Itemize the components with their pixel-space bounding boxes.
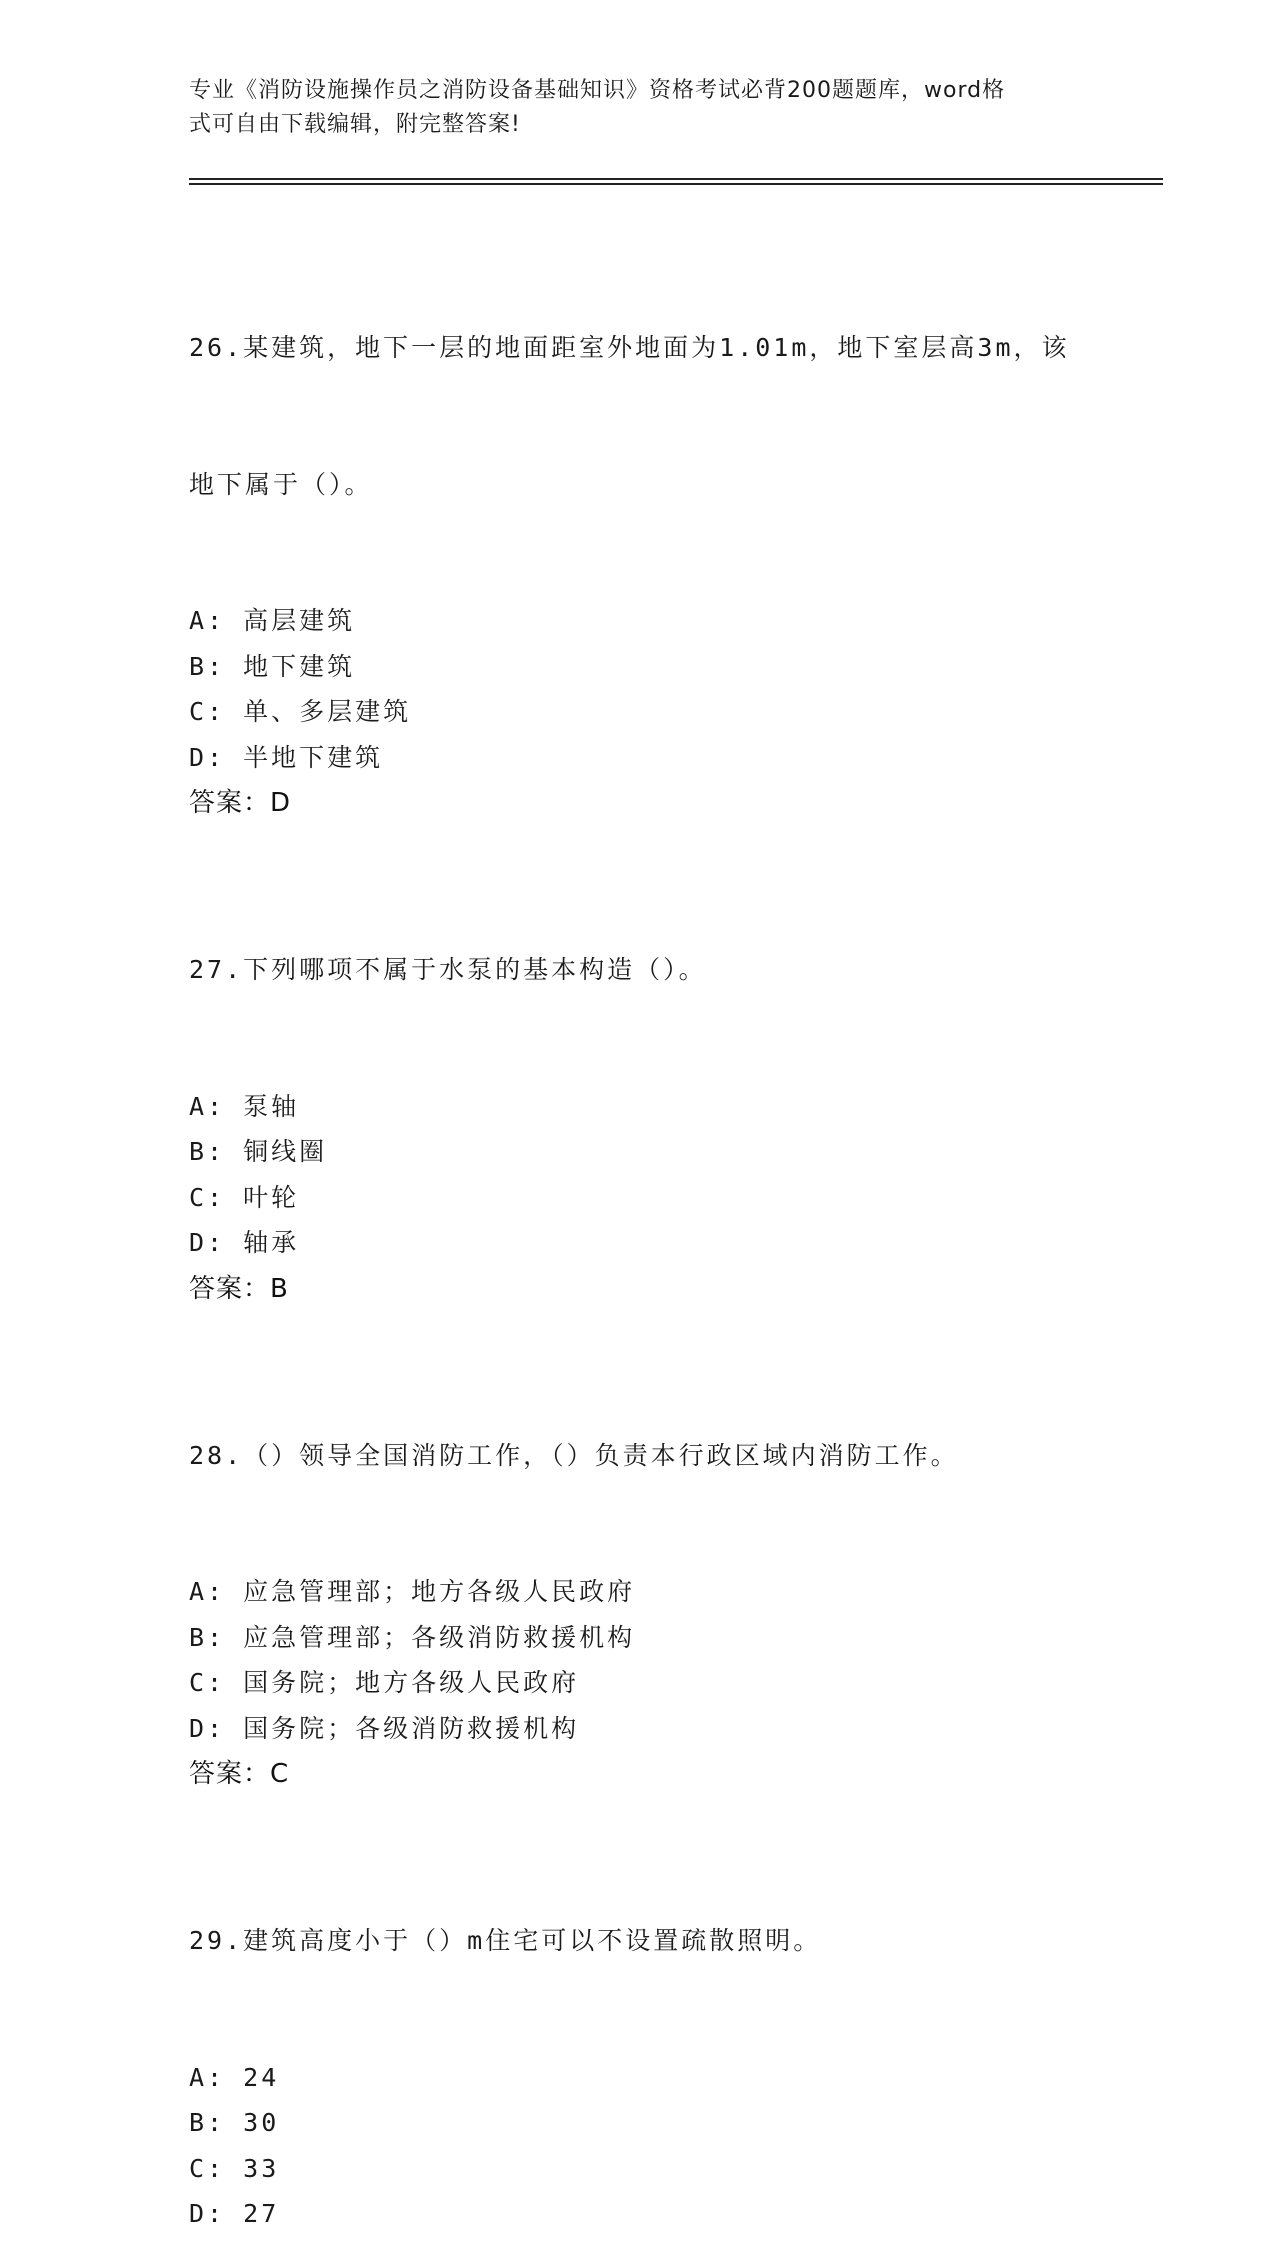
question-26 (189, 234, 1089, 826)
option-b: B: 30 (189, 2108, 280, 2137)
option-a: A: 泵轴 (189, 1091, 300, 1121)
answer-label: 答案：C (189, 1759, 290, 1789)
question-29 (189, 1827, 1089, 2237)
option-d: D: 27 (189, 2199, 280, 2228)
document-header (189, 74, 1079, 142)
option-c: C: 国务院；地方各级人民政府 (189, 1668, 580, 1697)
answer-label: 答案：B (189, 1273, 289, 1304)
question-stem-line: 地下属于（）。 (189, 469, 373, 499)
question-stem-line: 27.下列哪项不属于水泵的基本构造（）。 (189, 955, 707, 984)
option-b: B: 应急管理部；各级消防救援机构 (189, 1622, 636, 1652)
header-divider-top (189, 178, 1163, 180)
question-list (189, 234, 1089, 2267)
question-stem (189, 856, 1089, 1084)
question-stem-line: 26.某建筑，地下一层的地面距室外地面为1.01m，地下室层高3m，该 (189, 333, 1070, 362)
answer-label: 答案：D (189, 788, 292, 818)
option-d: D: 国务院；各级消防救援机构 (189, 1713, 580, 1743)
option-c: C: 单、多层建筑 (189, 697, 412, 726)
option-a: A: 应急管理部；地方各级人民政府 (189, 1577, 636, 1606)
question-28 (189, 1342, 1089, 1798)
question-stem-line: 29.建筑高度小于（）m住宅可以不设置疏散照明。 (189, 1926, 822, 1955)
option-b: B: 铜线圈 (189, 1137, 328, 1166)
question-stem (189, 234, 1089, 598)
option-a: A: 24 (189, 2062, 280, 2092)
option-d: D: 轴承 (189, 1228, 300, 1257)
question-stem-line: 28.（）领导全国消防工作，（）负责本行政区域内消防工作。 (189, 1440, 959, 1470)
option-c: C: 33 (189, 2153, 280, 2183)
option-d: D: 半地下建筑 (189, 742, 384, 772)
option-b: B: 地下建筑 (189, 651, 356, 681)
question-stem (189, 1342, 1089, 1570)
option-c: C: 叶轮 (189, 1182, 300, 1212)
question-stem (189, 1827, 1089, 2055)
header-line-1: 专业《消防设施操作员之消防设备基础知识》资格考试必背200题题库，word格 (189, 78, 1006, 103)
header-line-2: 式可自由下载编辑，附完整答案! (189, 112, 521, 137)
option-a: A: 高层建筑 (189, 606, 356, 635)
question-27 (189, 856, 1089, 1312)
header-divider-bottom (189, 183, 1163, 185)
